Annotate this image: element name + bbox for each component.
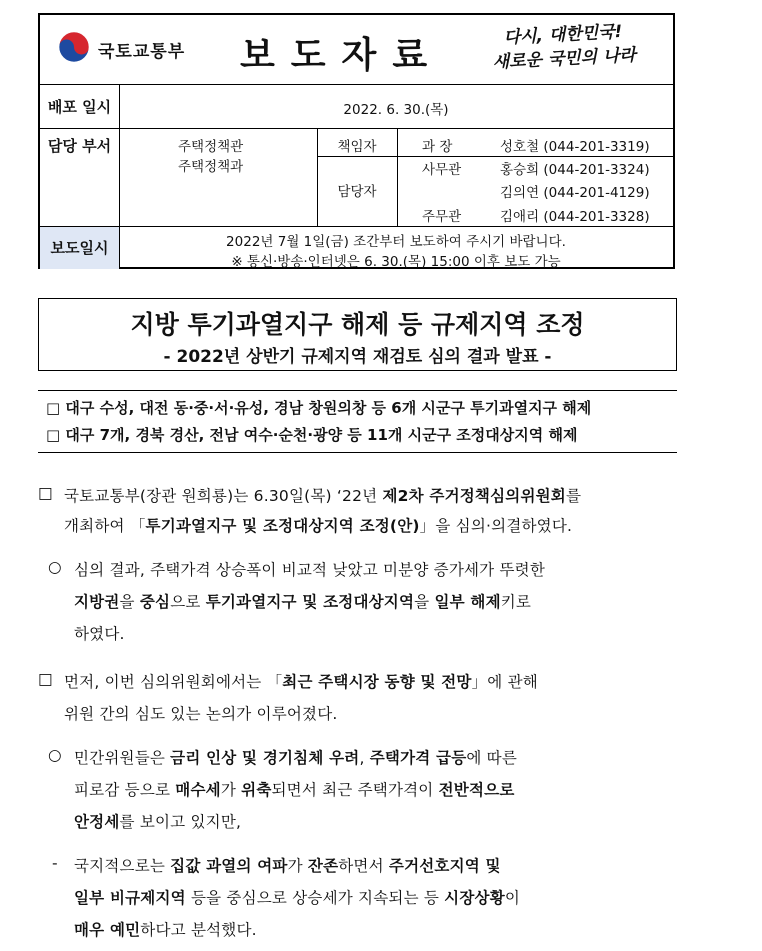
square-bullet: □ <box>38 670 53 688</box>
release-date-value: 2022. 6. 30.(목) <box>343 102 449 118</box>
ministry-name: 국토교통부 <box>98 42 186 62</box>
contact-title-1: 과 장 <box>422 139 453 155</box>
paragraph-3-line-2: 위원 간의 심도 있는 논의가 이루어졌다. <box>64 705 338 723</box>
press-release-title: 보도자료 <box>240 35 444 76</box>
paragraph-1-line-1: 국토교통부(장관 원희룡)는 6.30일(목) ‘22년 제2차 주거정책심의위원회를 <box>64 487 582 505</box>
paragraph-5-line-3: 매우 예민하다고 분석했다. <box>74 921 257 939</box>
paragraph-1-line-2: 개최하여 「투기과열지구 및 조정대상지역 조정(안)」을 심의·의결하였다. <box>64 517 573 535</box>
department-office-1: 주택정책관 <box>178 139 244 155</box>
dash-bullet: - <box>52 854 58 872</box>
summary-box <box>38 390 677 453</box>
paragraph-4-line-2: 피로감 등으로 매수세가 위축되면서 최근 주택가격이 전반적으로 <box>74 781 515 799</box>
headline: 지방 투기과열지구 해제 등 규제지역 조정 <box>130 310 585 339</box>
circle-bullet: ○ <box>48 558 62 576</box>
press-header-table <box>38 13 675 269</box>
contact-title-2: 사무관 <box>422 162 462 178</box>
slogan-line-2: 새로운 국민의 나라 <box>491 45 637 73</box>
release-date-label: 배포 일시 <box>47 98 112 116</box>
paragraph-4-line-1: 민간위원들은 금리 인상 및 경기침체 우려, 주택가격 급등에 따른 <box>74 749 518 767</box>
paragraph-2-line-2: 지방권을 중심으로 투기과열지구 및 조정대상지역을 일부 해제키로 <box>74 593 532 611</box>
embargo-row <box>40 227 673 269</box>
contact-name-2: 홍승희 (044-201-3324) <box>500 162 650 178</box>
role-staff: 담당자 <box>337 184 377 200</box>
contact-name-3: 김의연 (044-201-4129) <box>500 185 650 201</box>
summary-item-1: □ 대구 수성, 대전 동·중·서·유성, 경남 창원의창 등 6개 시군구 투기과열지구 해제 <box>46 399 592 417</box>
square-bullet: □ <box>38 484 53 502</box>
embargo-line-2: ※ 통신·방송·인터넷은 6. 30.(목) 15:00 이후 보도 가능 <box>231 254 561 270</box>
paragraph-4-line-3: 안정세를 보이고 있지만, <box>74 813 242 831</box>
department-row <box>40 129 673 227</box>
paragraph-2-line-1: 심의 결과, 주택가격 상승폭이 비교적 낮았고 미분양 증가세가 뚜렷한 <box>74 561 545 579</box>
summary-item-2: □ 대구 7개, 경북 경산, 전남 여수·순천·광양 등 11개 시군구 조정대상지역 해제 <box>46 426 578 444</box>
paragraph-2-line-3: 하였다. <box>74 625 125 643</box>
role-responsible: 책임자 <box>337 139 377 155</box>
government-slogan <box>491 19 637 74</box>
release-date-row <box>40 85 673 129</box>
circle-bullet: ○ <box>48 746 62 764</box>
embargo-label: 보도일시 <box>40 227 119 269</box>
paragraph-5-line-1: 국지적으로는 집값 과열의 여파가 잔존하면서 주거선호지역 및 <box>74 857 501 875</box>
sub-headline: - 2022년 상반기 규제지역 재검토 심의 결과 발표 - <box>163 347 552 367</box>
slogan-line-1: 다시, 대한민국! <box>502 21 623 49</box>
contact-name-4: 김애리 (044-201-3328) <box>500 209 650 225</box>
embargo-line-1: 2022년 7월 1일(금) 조간부터 보도하여 주시기 바랍니다. <box>226 234 566 250</box>
department-label: 담당 부서 <box>47 137 112 155</box>
masthead <box>40 15 673 85</box>
contact-title-4: 주무관 <box>422 209 462 225</box>
department-office-2: 주택정책과 <box>178 159 244 175</box>
headline-box <box>38 298 677 371</box>
paragraph-3-line-1: 먼저, 이번 심의위원회에서는 「최근 주택시장 동향 및 전망」에 관해 <box>64 673 538 691</box>
government-taegeuk-logo-icon <box>58 31 90 63</box>
contact-name-1: 성호철 (044-201-3319) <box>500 139 650 155</box>
paragraph-5-line-2: 일부 비규제지역 등을 중심으로 상승세가 지속되는 등 시장상황이 <box>74 889 521 907</box>
